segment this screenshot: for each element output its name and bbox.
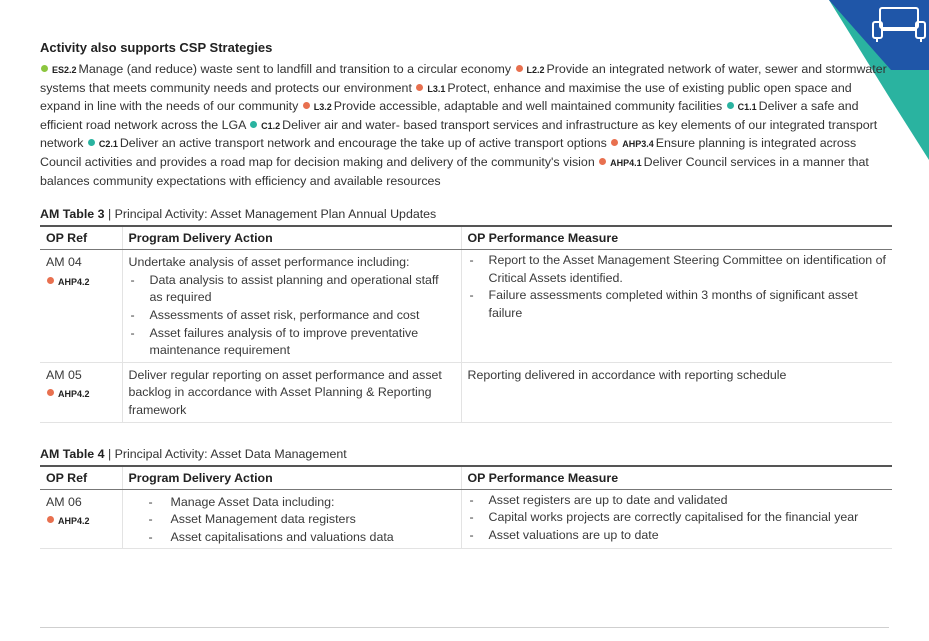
- measure-list: [468, 252, 887, 322]
- table3-caption: [40, 207, 892, 221]
- orange-dot-icon: [516, 65, 523, 72]
- strategy-code: C1.1: [737, 102, 757, 113]
- orange-dot-icon: [599, 158, 606, 165]
- table-header-row: [40, 466, 892, 490]
- am-table-3: [40, 225, 892, 422]
- strategy-text: Deliver Council services in a manner that balances community expectations with efficiency and available resources: [40, 154, 869, 188]
- csp-strategies-list: [40, 61, 892, 190]
- table-row: [40, 489, 892, 549]
- strategy-text: Provide an integrated network of water, sewer and stormwater systems that meets community needs and protects our environment: [40, 62, 887, 95]
- strategy-text: Manage (and reduce) waste sent to landfill and transition to a circular economy: [78, 62, 515, 76]
- csp-heading: Activity also supports CSP Strategies: [40, 40, 273, 55]
- action-list: [129, 494, 455, 547]
- measure-item: - Asset valuations are up to date: [468, 527, 887, 545]
- strategy-code: AHP4.1: [610, 157, 642, 168]
- strategy-code: ES2.2: [52, 65, 77, 75]
- action-item: - Manage Asset Data including:: [129, 494, 455, 512]
- strategy-text: Deliver an active transport network and encourage the take up of active transport options: [119, 136, 611, 151]
- strategy-code: AHP4.2: [46, 385, 116, 404]
- action-item: - Data analysis to assist planning and operational staff as required: [129, 272, 455, 307]
- orange-dot-icon: [416, 84, 423, 91]
- op-ref-cell: [40, 250, 122, 363]
- header-op-ref: OP Ref: [40, 226, 122, 250]
- header-program-delivery-action: Program Delivery Action: [122, 466, 461, 490]
- teal-dot-icon: [250, 121, 257, 128]
- strategy-code: L3.2: [313, 102, 332, 113]
- orange-dot-icon: [47, 277, 54, 284]
- table4-caption-title: | Principal Activity: Asset Data Management: [104, 446, 347, 461]
- action-intro: Undertake analysis of asset performance including:: [128, 255, 410, 270]
- op-ref: AM 06: [46, 494, 82, 509]
- table-row: [40, 362, 892, 422]
- teal-dot-icon: [727, 102, 734, 109]
- strategy-code: AHP4.2: [46, 512, 116, 531]
- orange-dot-icon: [611, 139, 618, 146]
- action-item: - Asset failures analysis of to improve preventative maintenance requirement: [129, 325, 455, 360]
- table3-caption-label: AM Table 3: [40, 207, 105, 222]
- measure-item: - Capital works projects are correctly capitalised for the financial year: [468, 509, 887, 527]
- green-dot-icon: [41, 65, 48, 72]
- strategy-text: Provide accessible, adaptable and well maintained community facilities: [333, 99, 726, 114]
- strategy-code: AHP3.4: [622, 139, 654, 150]
- header-program-delivery-action: Program Delivery Action: [122, 226, 461, 250]
- measure-cell: Reporting delivered in accordance with reporting schedule: [461, 362, 892, 422]
- table-header-row: [40, 226, 892, 250]
- measure-cell: [461, 489, 892, 549]
- op-ref-cell: [40, 489, 122, 549]
- action-list: [129, 272, 455, 360]
- table4-caption-label: AM Table 4: [40, 446, 105, 461]
- table4-caption: [40, 447, 892, 461]
- orange-dot-icon: [47, 516, 54, 523]
- measure-cell: [461, 250, 892, 363]
- header-op-performance-measure: OP Performance Measure: [461, 466, 892, 490]
- table-row: [40, 250, 892, 363]
- measure-item: - Failure assessments completed within 3 months of significant asset failure: [468, 287, 887, 322]
- header-op-ref: OP Ref: [40, 466, 122, 490]
- measure-list: [468, 492, 887, 545]
- action-cell: [122, 250, 461, 363]
- action-item: - Asset Management data registers: [129, 511, 455, 529]
- teal-dot-icon: [88, 139, 95, 146]
- header-op-performance-measure: OP Performance Measure: [461, 226, 892, 250]
- measure-item: - Report to the Asset Management Steering Committee on identification of Critical Assets identified.: [468, 252, 887, 287]
- action-item: - Assessments of asset risk, performance and cost: [129, 307, 455, 325]
- op-ref-cell: [40, 362, 122, 422]
- action-cell: [122, 489, 461, 549]
- strategy-code: C1.2: [261, 120, 281, 131]
- action-cell: Deliver regular reporting on asset performance and asset backlog in accordance with Asset Planning & Reporting framework: [122, 362, 461, 422]
- footer-divider: [40, 627, 889, 628]
- orange-dot-icon: [47, 389, 54, 396]
- am-table-4: [40, 465, 892, 550]
- op-ref: AM 04: [46, 255, 82, 270]
- action-item: - Asset capitalisations and valuations data: [129, 529, 455, 547]
- table3-caption-title: | Principal Activity: Asset Management Plan Annual Updates: [104, 207, 437, 222]
- strategy-text: Deliver air and water- based transport services and infrastructure as key elements of our integrated transport network: [40, 117, 878, 151]
- op-ref: AM 05: [46, 367, 82, 382]
- measure-item: - Asset registers are up to date and validated: [468, 492, 887, 510]
- strategy-code: L3.1: [427, 83, 446, 94]
- strategy-code: C2.1: [98, 139, 118, 150]
- strategy-text: Deliver a safe and efficient road network across the LGA: [40, 99, 859, 132]
- page-content: [40, 40, 892, 549]
- strategy-text: Protect, enhance and maximise the use of existing public open space and expand in line with the needs of our community: [40, 80, 852, 114]
- strategy-code: AHP4.2: [46, 273, 116, 292]
- strategy-code: L2.2: [526, 65, 545, 75]
- orange-dot-icon: [303, 102, 310, 109]
- strategy-text: Ensure planning is integrated across Council activities and provides a road map for decision making and delivery of the community's vision: [40, 136, 857, 169]
